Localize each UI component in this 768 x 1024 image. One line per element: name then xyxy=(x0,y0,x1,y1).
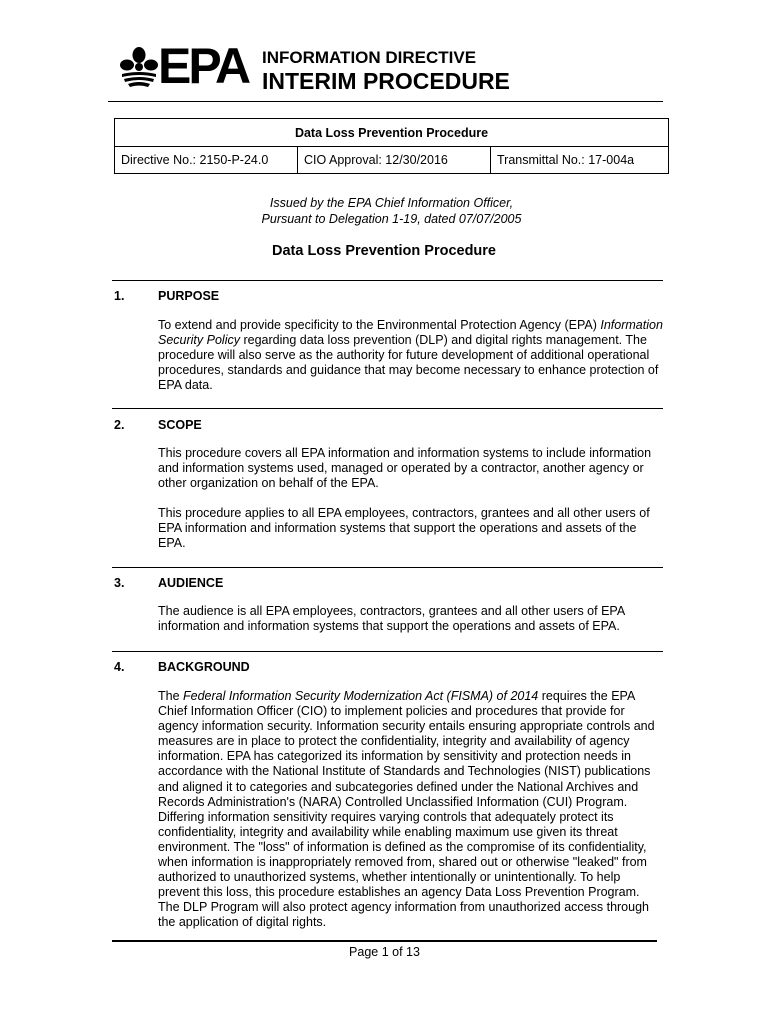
background-paragraph xyxy=(158,689,663,931)
section-divider xyxy=(112,280,663,281)
epa-flower-icon xyxy=(120,46,158,90)
purpose-paragraph xyxy=(158,318,663,393)
issuance-line: Pursuant to Delegation 1-19, dated 07/07/2005 xyxy=(261,212,522,226)
table-row xyxy=(115,119,669,147)
act-title-italic: Federal Information Security Modernization Act (FISMA) of 2014 xyxy=(183,689,539,703)
page-number: Page 1 of 13 xyxy=(349,945,420,959)
transmittal-number-cell: Transmittal No.: 17-004a xyxy=(491,147,669,174)
footer-divider xyxy=(112,940,657,942)
text-run: To extend and provide specificity to the Environmental Protection Agency (EPA) xyxy=(158,318,601,332)
table-row xyxy=(115,147,669,174)
header-divider xyxy=(108,101,663,102)
directive-number-cell: Directive No.: 2150-P-24.0 xyxy=(115,147,298,174)
cio-approval-cell: CIO Approval: 12/30/2016 xyxy=(298,147,491,174)
section-number: 2. xyxy=(114,418,125,432)
logo-wordmark: EPA xyxy=(158,38,249,94)
text-run: The xyxy=(158,689,184,703)
section-divider xyxy=(112,651,663,652)
directive-info-table xyxy=(114,118,669,174)
policy-title-italic: Information Security Policy xyxy=(158,318,663,348)
section-heading-background: BACKGROUND xyxy=(158,660,250,674)
section-divider xyxy=(112,408,663,409)
section-number: 3. xyxy=(114,576,125,590)
issuance-line: Issued by the EPA Chief Information Officer, xyxy=(269,196,514,210)
issuance-statement xyxy=(114,195,669,227)
scope-paragraph-1: This procedure covers all EPA information and information systems to include information and information systems used, managed or operated by a contractor, another agency or other organization on behalf of the EPA. xyxy=(158,446,652,491)
section-heading-scope: SCOPE xyxy=(158,418,202,432)
document-title: Data Loss Prevention Procedure xyxy=(271,243,496,259)
scope-paragraph-2: This procedure applies to all EPA employees, contractors, grantees and all other users of EPA information and information systems that support the operations and assets of the EPA. xyxy=(158,506,650,551)
section-divider xyxy=(112,567,663,568)
section-number: 4. xyxy=(114,660,125,674)
section-heading-audience: AUDIENCE xyxy=(158,576,224,590)
epa-logo xyxy=(120,38,250,94)
header-procedure-type: INTERIM PROCEDURE xyxy=(262,68,510,94)
text-run: requires the EPA Chief Information Officer (CIO) to implement policies and procedures that provide for agency information security. Information security entails ensuring appropriate controls and measures are in place to protect the confidentiality, integrity and availability of agency information. EPA has categorized its information by sensitivity and protection needs in accordance with the National Institute of Standards and Technologies (NIST) publications and aligned it to categories and subcategories defined under the National Archives and Records Administration's (NARA) Controlled Unclassified Information (CUI) Program. Differing information sensitivity requires varying controls that adequately protect its confidentiality, integrity and availability while enabling maximum use given its threat environment. The "loss" of information is defined as the compromise of its confidentiality, when information is inappropriately removed from, shared out or otherwise "leaked" from authorized to unauthorized systems, whether intentionally or unintentionally. To help prevent this loss, this procedure establishes an agency Data Loss Prevention Program. The DLP Program will also protect agency information from unauthorized access through the application of digital rights. xyxy=(158,689,655,930)
table-title-cell: Data Loss Prevention Procedure xyxy=(115,119,669,147)
section-number: 1. xyxy=(114,289,125,303)
header-directive-type: INFORMATION DIRECTIVE xyxy=(262,48,477,67)
section-heading-purpose: PURPOSE xyxy=(158,289,220,303)
text-run: regarding data loss prevention (DLP) and digital rights management. The procedure will also serve as the authority for future development of additional operational procedures, standards and guidance that may become necessary to enhance protection of EPA data. xyxy=(158,333,659,393)
audience-paragraph: The audience is all EPA employees, contractors, grantees and all other users of EPA information and information systems that support the operations and assets of EPA. xyxy=(158,604,625,634)
